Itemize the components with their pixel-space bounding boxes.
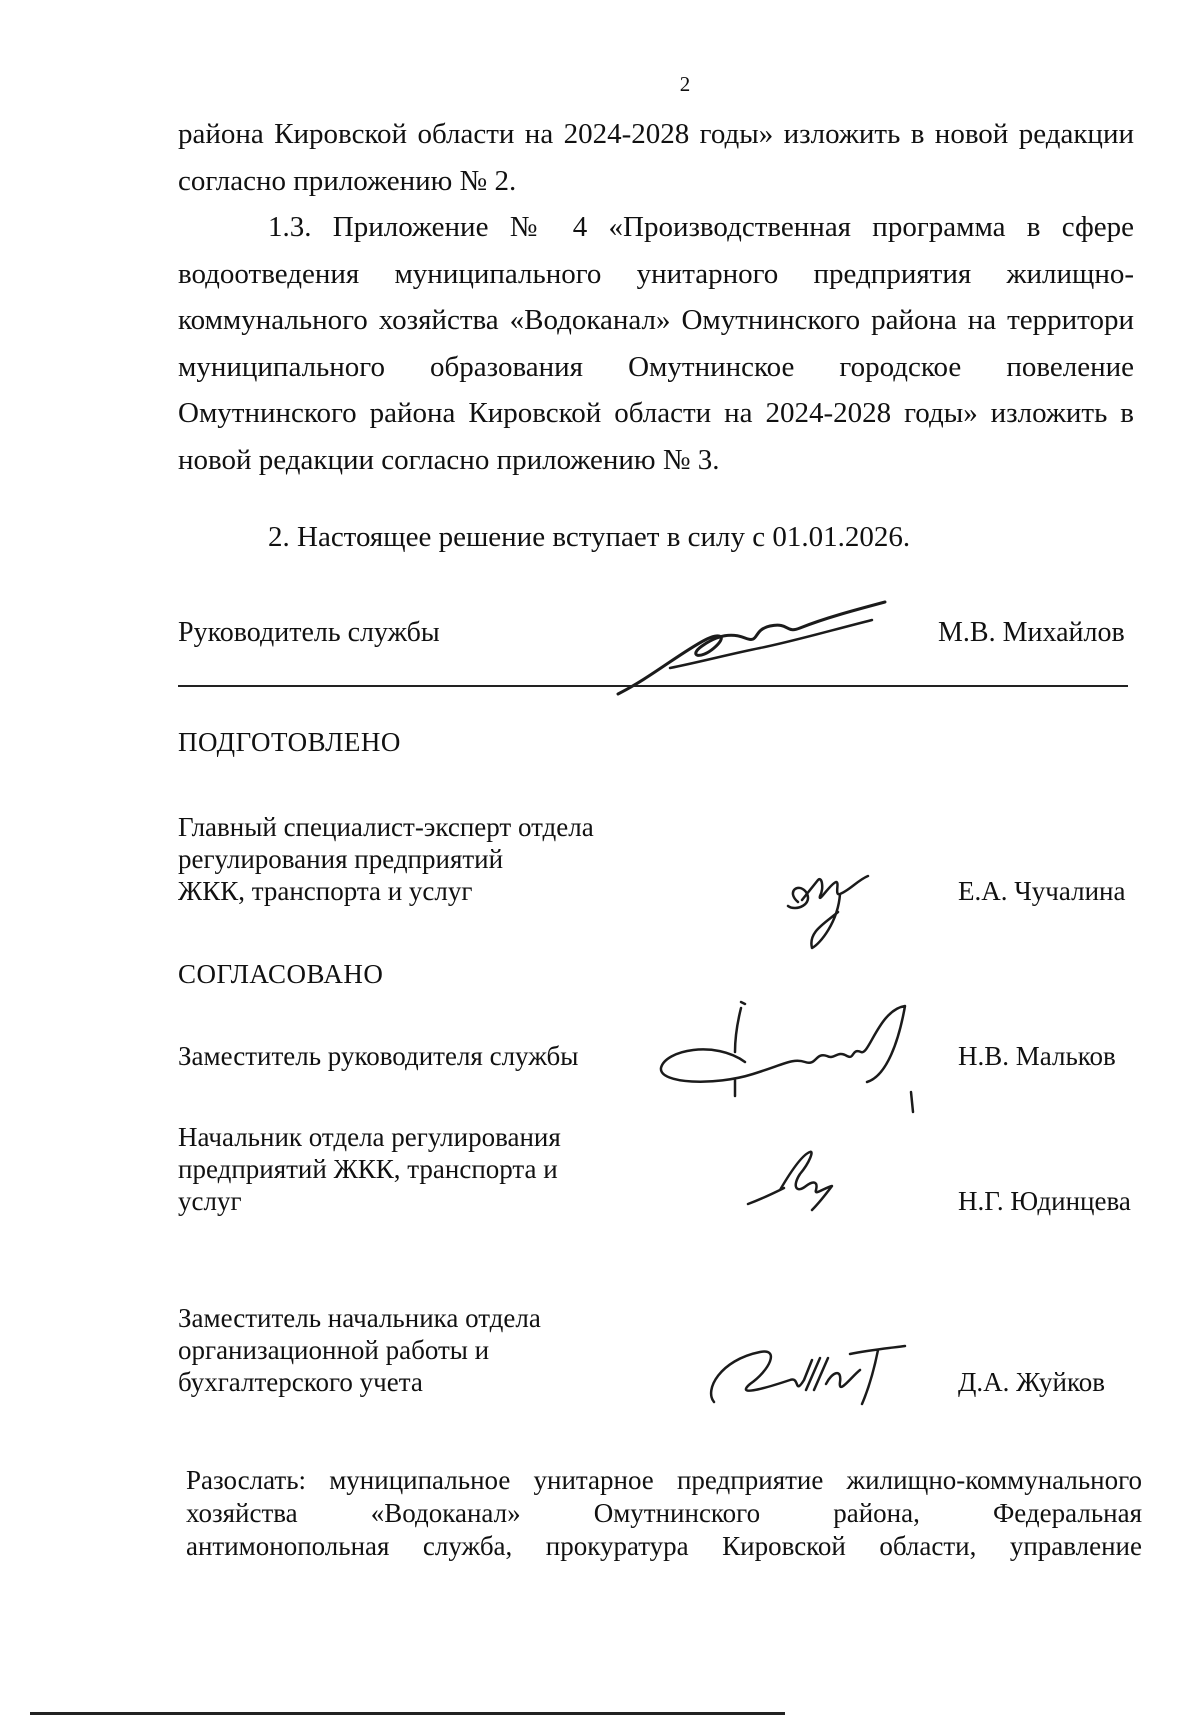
text-line: Омутнинского района Кировской области на 2024-2028 годы» изложить в: [178, 397, 1134, 429]
paragraph-1-3: [178, 204, 1134, 483]
head-name: М.В. Михайлов: [938, 617, 1125, 648]
approver-position-line: услуг: [178, 1186, 242, 1216]
approver-name: Н.В. Мальков: [958, 1041, 1116, 1071]
prepared-name: Е.А. Чучалина: [958, 876, 1126, 906]
approver-signature-image: [655, 1000, 915, 1130]
approver-name: Н.Г. Юдинцева: [958, 1186, 1131, 1216]
approver-signature-image: [740, 1140, 860, 1220]
paragraph-continuation: [178, 111, 1134, 204]
text-line: Разослать: муниципальное унитарное предприятие жилищно-коммунального: [186, 1465, 1142, 1495]
text-line: района Кировской области на 2024-2028 годы» изложить в новой редакции: [178, 118, 1134, 150]
prepared-position-line: Главный специалист-эксперт отдела: [178, 812, 594, 842]
approver-signature-image: [700, 1340, 910, 1410]
approver-position-line: Заместитель руководителя службы: [178, 1041, 579, 1071]
text-line: антимонопольная служба, прокуратура Кировской области, управление: [186, 1531, 1142, 1561]
text-line: новой редакции согласно приложению № 3.: [178, 443, 720, 476]
approved-heading: СОГЛАСОВАНО: [178, 959, 384, 989]
text-line: муниципального образования Омутнинское городское повеление: [178, 350, 1134, 383]
approver-position-line: предприятий ЖКК, транспорта и: [178, 1154, 558, 1184]
approver-position-line: организационной работы и: [178, 1335, 490, 1365]
approver-position-line: Заместитель начальника отдела: [178, 1303, 541, 1333]
approver-name: Д.А. Жуйков: [958, 1367, 1105, 1397]
text-line: хозяйства «Водоканал» Омутнинского района, Федеральная: [186, 1498, 1142, 1528]
approver-position-line: Начальник отдела регулирования: [178, 1122, 561, 1152]
signature-separator: [178, 685, 1128, 687]
page-number: 2: [679, 72, 691, 96]
distribution-list: [186, 1464, 1142, 1563]
prepared-position-line: ЖКК, транспорта и услуг: [178, 876, 473, 906]
approver-position-line: бухгалтерского учета: [178, 1367, 423, 1397]
paragraph-2: [178, 514, 1134, 561]
prepared-heading: ПОДГОТОВЛЕНО: [178, 727, 401, 757]
prepared-position-line: регулирования предприятий: [178, 844, 504, 874]
text-line: водоотведения муниципального унитарного предприятия жилищно-: [178, 257, 1134, 290]
text-line: согласно приложению № 2.: [178, 164, 517, 197]
head-title: Руководитель службы: [178, 617, 440, 648]
text-line: коммунального хозяйства «Водоканал» Омутнинского района на территори: [178, 304, 1134, 336]
prepared-signature-image: [778, 862, 898, 952]
text-line: 2. Настоящее решение вступает в силу с 01.01.2026.: [268, 521, 911, 553]
text-line: 1.3. Приложение № 4 «Производственная программа в сфере: [268, 211, 1134, 243]
bottom-rule: [30, 1712, 785, 1715]
